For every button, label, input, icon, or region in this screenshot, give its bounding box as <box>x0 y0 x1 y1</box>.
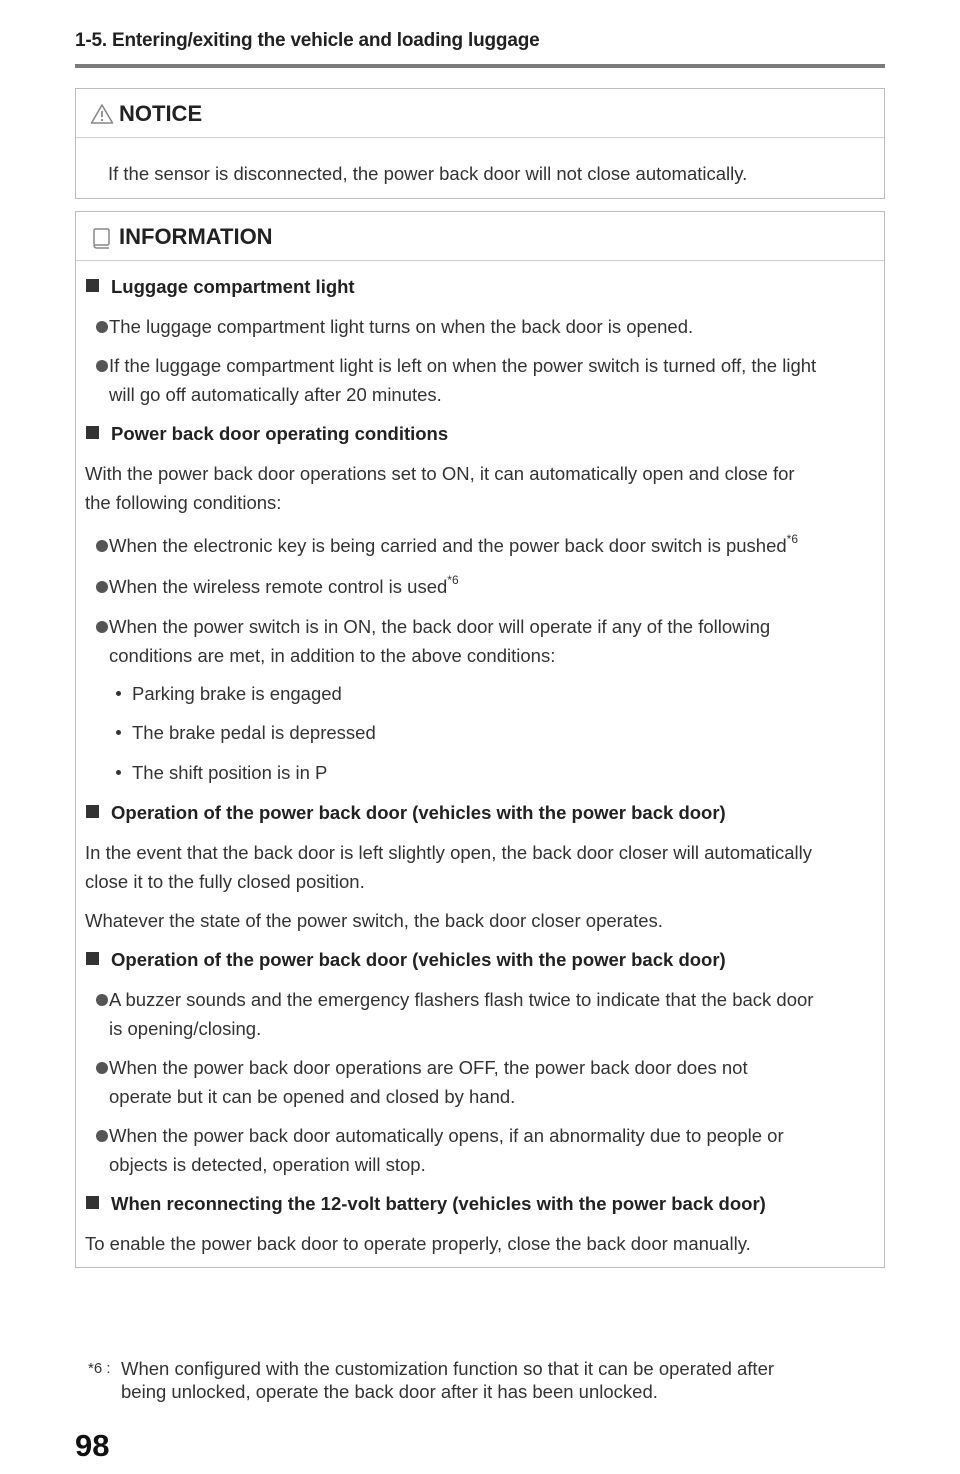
bullet-icon <box>96 621 108 633</box>
list-item <box>86 312 876 341</box>
heading-text: Operation of the power back door (vehicles with the power back door) <box>111 949 726 970</box>
list-item-text: If the luggage compartment light is left on when the power switch is turned off, the light <box>109 355 817 376</box>
footnote-line: When configured with the customization function so that it can be operated after <box>121 1358 775 1379</box>
list-item-text: When the power switch is in ON, the back door will operate if any of the following <box>109 616 771 637</box>
heading-back-door-closer <box>86 798 726 827</box>
sub-list-item <box>116 679 342 708</box>
list-item <box>86 612 876 670</box>
list-item <box>86 572 876 601</box>
information-box <box>75 211 885 1268</box>
footnote-mark: *6 : <box>88 1360 111 1377</box>
square-bullet-icon <box>86 279 99 292</box>
paragraph <box>85 906 875 935</box>
heading-text: When reconnecting the 12-volt battery (vehicles with the power back door) <box>111 1193 766 1214</box>
footnote-ref: *6 <box>447 573 459 587</box>
heading-text: Operation of the power back door (vehicles with the power back door) <box>111 802 726 823</box>
list-item-text: operate but it can be opened and closed by hand. <box>109 1086 516 1107</box>
paragraph-text: the following conditions: <box>85 492 282 513</box>
bullet-icon <box>96 1062 108 1074</box>
sub-list-item-text: The brake pedal is depressed <box>132 722 376 743</box>
section-title: 1-5. Entering/exiting the vehicle and loading luggage <box>75 30 540 51</box>
paragraph-text: Whatever the state of the power switch, the back door closer operates. <box>85 910 663 931</box>
bullet-icon <box>96 360 108 372</box>
list-item <box>86 351 876 409</box>
paragraph <box>85 838 875 896</box>
sub-list-item <box>116 758 327 787</box>
bullet-icon <box>96 321 108 333</box>
list-item <box>86 1121 876 1179</box>
square-bullet-icon <box>86 805 99 818</box>
list-item <box>86 531 876 560</box>
paragraph-text: In the event that the back door is left slightly open, the back door closer will automatically <box>85 842 813 863</box>
small-bullet-icon <box>116 770 121 775</box>
heading-luggage-light <box>86 272 355 301</box>
notice-text: If the sensor is disconnected, the power back door will not close automatically. <box>108 163 748 184</box>
heading-text: Power back door operating conditions <box>111 423 449 444</box>
small-bullet-icon <box>116 730 121 735</box>
heading-text: Luggage compartment light <box>111 276 355 297</box>
information-title: INFORMATION <box>119 224 273 249</box>
notice-header <box>76 89 884 138</box>
bullet-icon <box>96 581 108 593</box>
sub-list-item-text: Parking brake is engaged <box>132 683 342 704</box>
bullet-icon <box>96 994 108 1006</box>
paragraph <box>85 459 875 517</box>
footnote-text <box>121 1357 841 1403</box>
footnote-ref: *6 <box>786 532 799 546</box>
warning-triangle-icon <box>90 103 114 125</box>
square-bullet-icon <box>86 952 99 965</box>
header-divider <box>75 64 885 68</box>
information-header <box>76 212 884 261</box>
list-item-text: When the power back door operations are OFF, the power back door does not <box>109 1057 748 1078</box>
notice-title: NOTICE <box>119 101 203 126</box>
paragraph-text: To enable the power back door to operate properly, close the back door manually. <box>85 1233 751 1254</box>
heading-operating-conditions <box>86 419 448 448</box>
sub-list-item-text: The shift position is in P <box>132 762 328 783</box>
list-item-text: objects is detected, operation will stop. <box>109 1154 426 1175</box>
square-bullet-icon <box>86 1196 99 1209</box>
book-icon <box>92 227 112 249</box>
list-item-text: will go off automatically after 20 minutes. <box>109 384 442 405</box>
list-item-text: conditions are met, in addition to the above conditions: <box>109 645 556 666</box>
footnote-line: being unlocked, operate the back door after it has been unlocked. <box>121 1381 658 1402</box>
list-item-text: When the wireless remote control is used <box>109 576 448 597</box>
paragraph-text: With the power back door operations set to ON, it can automatically open and close for <box>85 463 795 484</box>
paragraph-text: close it to the fully closed position. <box>85 871 365 892</box>
square-bullet-icon <box>86 426 99 439</box>
list-item-text: A buzzer sounds and the emergency flashers flash twice to indicate that the back door <box>109 989 814 1010</box>
list-item <box>86 1053 876 1111</box>
list-item-text: When the electronic key is being carried and the power back door switch is pushed <box>109 535 787 556</box>
notice-box <box>75 88 885 199</box>
sub-list-item <box>116 718 376 747</box>
heading-reconnecting-battery <box>86 1189 766 1218</box>
small-bullet-icon <box>116 691 121 696</box>
list-item-text: is opening/closing. <box>109 1018 262 1039</box>
heading-power-back-door-operation <box>86 945 726 974</box>
list-item <box>86 985 876 1043</box>
paragraph <box>85 1229 875 1258</box>
list-item-text: The luggage compartment light turns on when the back door is opened. <box>109 316 694 337</box>
bullet-icon <box>96 1130 108 1142</box>
page-number: 98 <box>75 1428 110 1463</box>
list-item-text: When the power back door automatically opens, if an abnormality due to people or <box>109 1125 784 1146</box>
bullet-icon <box>96 540 108 552</box>
